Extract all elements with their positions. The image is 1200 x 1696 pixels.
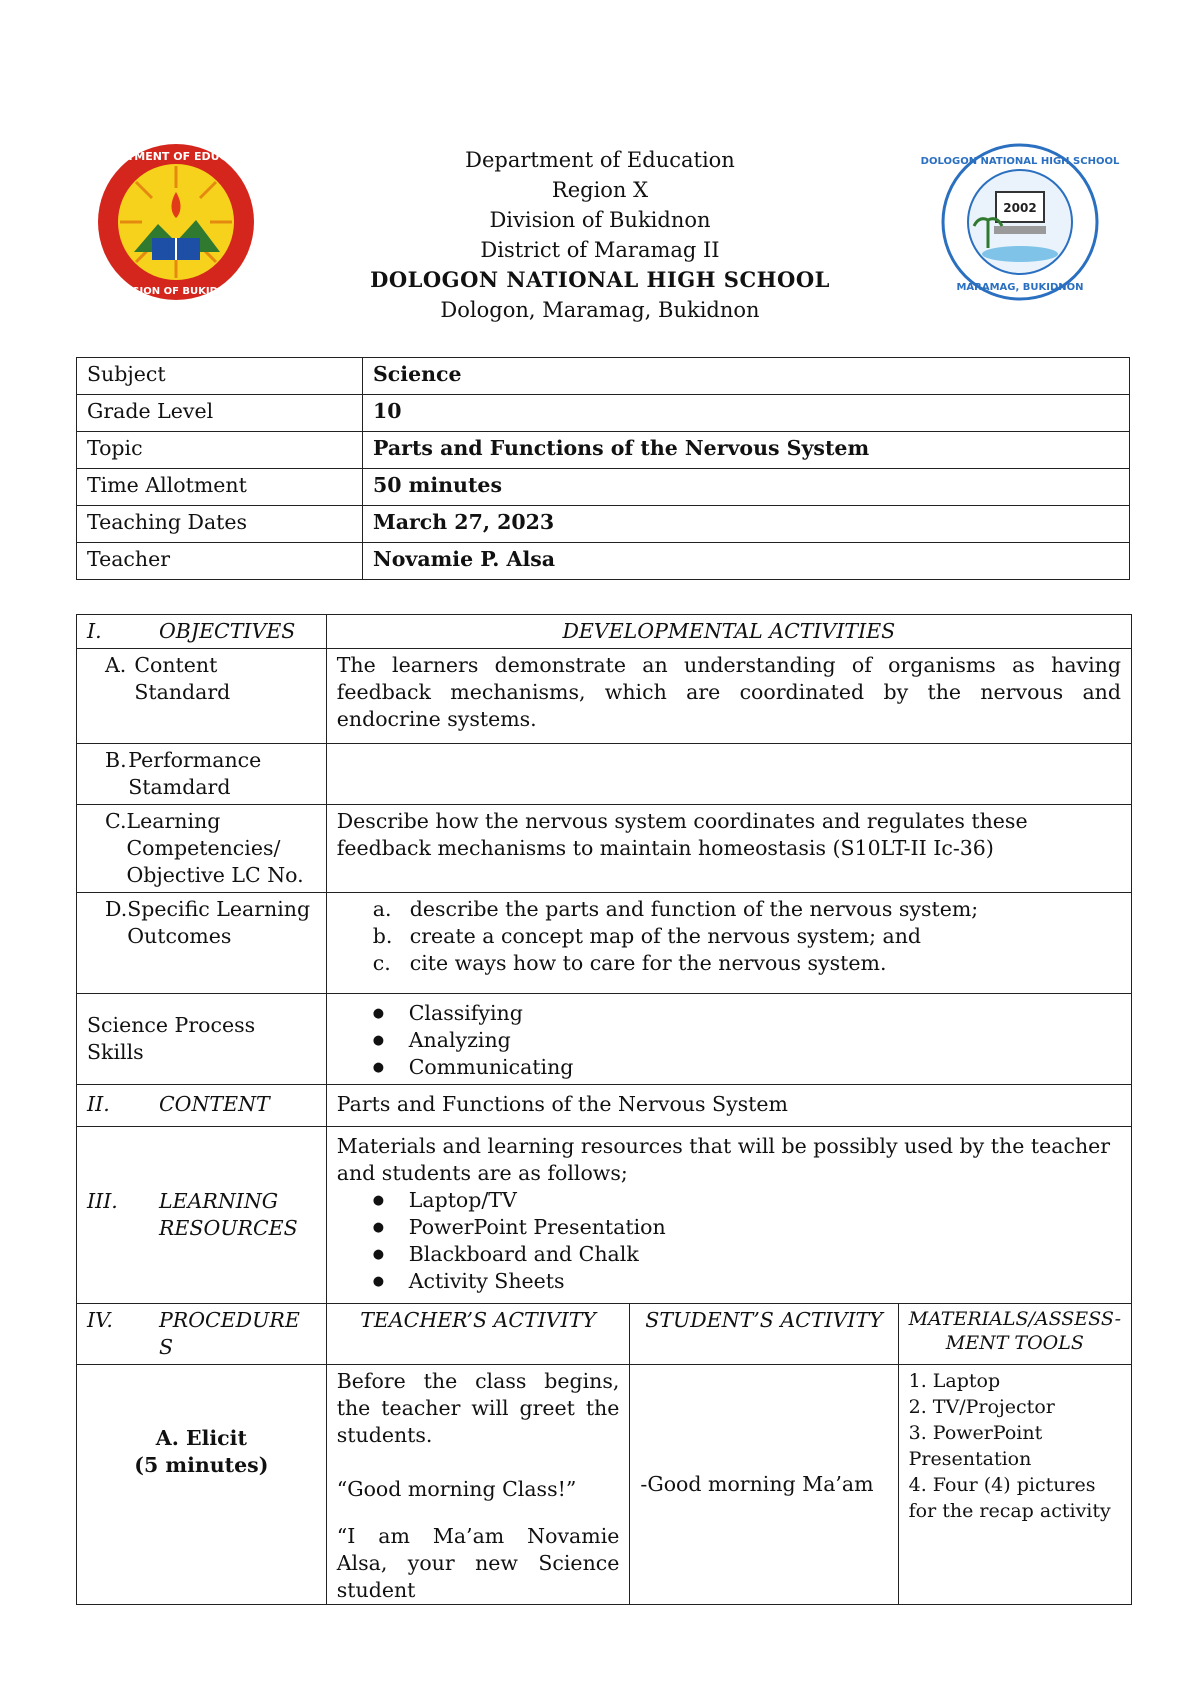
elicit-row: [77, 1365, 1132, 1605]
info-value: 10: [363, 395, 1130, 432]
svg-text:DIVISION OF BUKIDNON: DIVISION OF BUKIDNON: [108, 286, 244, 297]
student-reply: -Good morning Ma’am: [640, 1472, 874, 1496]
section-number: III.: [87, 1189, 118, 1213]
letterhead: [0, 145, 1200, 325]
process-skills-row: [77, 994, 1132, 1085]
content-standard-row: [77, 649, 1132, 744]
svg-text:MARAMAG, BUKIDNON: MARAMAG, BUKIDNON: [956, 282, 1084, 293]
student-activity: [630, 1365, 898, 1605]
learning-competencies-label: [77, 805, 327, 893]
header-line-2: Region X: [551, 178, 649, 202]
header-line-4: District of Maramag II: [480, 238, 720, 262]
materials-list: [898, 1365, 1131, 1605]
section-title: LEARNING RESOURCES: [159, 1189, 298, 1240]
elicit-time: (5 minutes): [134, 1453, 269, 1477]
list-item: 3. PowerPoint Presentation: [908, 1422, 1043, 1470]
school-address: Dologon, Maramag, Bukidnon: [440, 298, 760, 322]
section-title: PROCEDURE S: [159, 1308, 300, 1359]
item-letter: C.: [105, 809, 127, 833]
elicit-title: A. Elicit: [155, 1426, 247, 1450]
objectives-heading: [77, 615, 327, 649]
list-item: [337, 923, 1121, 950]
learning-resources-list: [326, 1127, 1131, 1304]
section-number: IV.: [87, 1308, 113, 1332]
learning-competencies-text: Describe how the nervous system coordinates and regulates these feedback mechanisms to maintain homeostasis (S10LT-II Ic-36): [326, 805, 1131, 893]
info-value: Novamie P. Alsa: [363, 543, 1130, 580]
list-item: [337, 896, 1121, 923]
info-value: Parts and Functions of the Nervous System: [363, 432, 1130, 469]
list-item: 2. TV/Projector: [908, 1396, 1055, 1418]
dev-activities-heading: DEVELOPMENTAL ACTIVITIES: [326, 615, 1131, 649]
process-skills-label: Science Process Skills: [77, 994, 327, 1085]
materials-heading: MATERIALS/ASSESS-MENT TOOLS: [898, 1304, 1131, 1365]
section-title: OBJECTIVES: [159, 619, 296, 643]
list-item: 4. Four (4) pictures for the recap activity: [908, 1474, 1111, 1522]
objectives-header-row: [77, 615, 1132, 649]
item-label: Content Standard: [134, 653, 231, 704]
info-label: Teacher: [77, 543, 363, 580]
list-marker: b.: [372, 924, 393, 948]
item-label: Learning Competencies/ Objective LC No.: [126, 809, 304, 887]
specific-outcomes-list: [326, 893, 1131, 994]
list-item: ● Blackboard and Chalk: [337, 1241, 1121, 1268]
learning-competencies-row: [77, 805, 1132, 893]
info-value: 50 minutes: [363, 469, 1130, 506]
procedures-header-row: [77, 1304, 1132, 1365]
student-activity-heading: STUDENT’S ACTIVITY: [630, 1304, 898, 1365]
content-standard-text: The learners demonstrate an understanding of organisms as having feedback mechanisms, which are coordinated by the nervous and endocrine systems.: [326, 649, 1131, 744]
list-item: 1. Laptop: [908, 1370, 1001, 1392]
item-label: Specific Learning Outcomes: [127, 897, 311, 948]
info-row: [77, 432, 1130, 469]
info-row: [77, 469, 1130, 506]
info-value: March 27, 2023: [363, 506, 1130, 543]
svg-text:DOLOGON NATIONAL HIGH SCHOOL: DOLOGON NATIONAL HIGH SCHOOL: [920, 156, 1120, 167]
svg-text:DEPARTMENT OF EDUCATION: DEPARTMENT OF EDUCATION: [86, 150, 266, 163]
list-item: ● Laptop/TV: [337, 1187, 1121, 1214]
header-line-3: Division of Bukidnon: [489, 208, 711, 232]
list-text: cite ways how to care for the nervous system.: [409, 951, 887, 975]
section-number: II.: [87, 1092, 110, 1116]
item-letter: B.: [105, 748, 127, 772]
teacher-activity-heading: TEACHER’S ACTIVITY: [326, 1304, 630, 1365]
specific-outcomes-label: [77, 893, 327, 994]
procedures-heading: [77, 1304, 327, 1365]
info-label: Time Allotment: [77, 469, 363, 506]
content-heading: [77, 1085, 327, 1127]
process-skills-list: [326, 994, 1131, 1085]
list-item: ● Communicating: [337, 1054, 1121, 1081]
school-name: DOLOGON NATIONAL HIGH SCHOOL: [370, 267, 830, 292]
info-label: Topic: [77, 432, 363, 469]
teacher-paragraph: Before the class begins, the teacher will greet the students.: [336, 1369, 620, 1447]
learning-resources-heading: [77, 1127, 327, 1304]
list-item: ● Activity Sheets: [337, 1268, 1121, 1295]
lesson-plan-table: [76, 614, 1132, 1605]
learning-resources-row: [77, 1127, 1132, 1304]
section-title: CONTENT: [159, 1092, 270, 1116]
section-number: I.: [87, 619, 102, 643]
performance-standard-label: [77, 744, 327, 805]
list-text: create a concept map of the nervous system; and: [409, 924, 922, 948]
performance-standard-row: [77, 744, 1132, 805]
info-row: [77, 395, 1130, 432]
list-item: ● Analyzing: [337, 1027, 1121, 1054]
list-item: [337, 950, 1121, 977]
elicit-label: [77, 1365, 327, 1605]
list-marker: a.: [372, 897, 392, 921]
lesson-info-table: [76, 357, 1130, 580]
content-standard-label: [77, 649, 327, 744]
info-label: Teaching Dates: [77, 506, 363, 543]
teacher-activity: [326, 1365, 630, 1605]
performance-standard-text: [326, 744, 1131, 805]
list-marker: c.: [372, 951, 391, 975]
info-label: Subject: [77, 358, 363, 395]
teacher-paragraph: “I am Ma’am Novamie Alsa, your new Science student: [336, 1524, 620, 1602]
content-row: [77, 1085, 1132, 1127]
specific-outcomes-row: [77, 893, 1132, 994]
svg-text:2002: 2002: [1003, 201, 1037, 215]
teacher-paragraph: “Good morning Class!”: [336, 1477, 577, 1501]
content-text: Parts and Functions of the Nervous System: [326, 1085, 1131, 1127]
info-row: [77, 358, 1130, 395]
list-item: ● PowerPoint Presentation: [337, 1214, 1121, 1241]
item-letter: A.: [105, 653, 127, 677]
list-item: ● Classifying: [337, 1000, 1121, 1027]
info-label: Grade Level: [77, 395, 363, 432]
item-label: Performance Stamdard: [128, 748, 262, 799]
resources-intro: Materials and learning resources that will be possibly used by the teacher and students are as follows;: [336, 1134, 1111, 1185]
info-row: [77, 506, 1130, 543]
header-line-1: Department of Education: [465, 148, 735, 172]
item-letter: D.: [105, 897, 128, 921]
list-text: describe the parts and function of the nervous system;: [409, 897, 979, 921]
info-row: [77, 543, 1130, 580]
info-value: Science: [363, 358, 1130, 395]
